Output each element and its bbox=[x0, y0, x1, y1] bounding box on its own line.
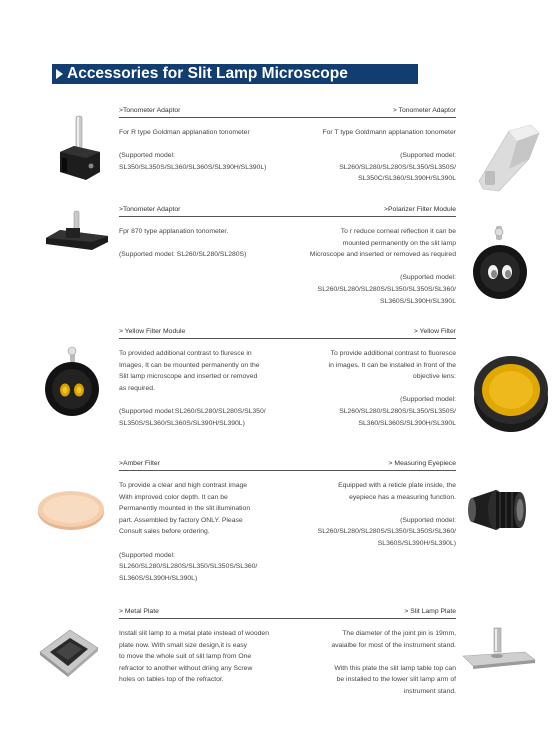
section-3-right-text bbox=[271, 348, 456, 429]
section-1-right-header: > Tonometer Adaptor bbox=[392, 107, 456, 114]
tonometer-adaptor-870-icon bbox=[44, 210, 110, 252]
text-line: SL360S/SL390H/SL390L) bbox=[377, 539, 456, 547]
page-title: Accessories for Slit Lamp Microscope bbox=[67, 65, 348, 82]
section-3-right-header: > Yellow Filter bbox=[413, 328, 456, 335]
text-line: Equipped with a reticle plate inside, the bbox=[338, 482, 456, 489]
text-line: To r reduce corneal reflection it can be bbox=[340, 228, 456, 235]
section-4-left-header: >Amber Filter bbox=[119, 460, 160, 467]
text-line: Install slit lamp to a metal plate instead of wooden bbox=[119, 630, 269, 637]
text-line: (Supported model:SL260/SL280/SL280S/SL350/ bbox=[119, 407, 266, 415]
section-3-left-header: > Yellow Filter Module bbox=[119, 328, 186, 335]
text-line: objective lens: bbox=[412, 373, 456, 381]
text-line: eyepiece has a measuring function. bbox=[349, 493, 456, 501]
text-line: (Supported model: bbox=[400, 152, 456, 160]
polarizer-filter-module-icon bbox=[470, 224, 530, 300]
yellow-filter-icon bbox=[472, 348, 550, 434]
text-line: SL260/SL280/SL280S/SL350/SL350S/SL360/ bbox=[119, 563, 258, 571]
text-line: To provide a clear and high contrast image bbox=[119, 482, 248, 489]
section-2-right-text bbox=[271, 226, 456, 307]
text-line: The diameter of the joint pin is 19mm, bbox=[342, 630, 456, 637]
section-3-left-text bbox=[119, 348, 291, 429]
tonometer-adaptor-r-icon bbox=[54, 114, 106, 186]
text-line: plate now. With small size design,it is easy bbox=[119, 641, 248, 649]
section-3-divider bbox=[119, 338, 456, 339]
text-line: SL350S/SL360/SL360S/SL390H/SL390L) bbox=[119, 419, 245, 427]
text-line: (Supported model: bbox=[400, 516, 456, 524]
section-1-left-header: >Tonometer Adaptor bbox=[119, 107, 181, 114]
section-4-divider bbox=[119, 470, 456, 471]
section-4-right-text bbox=[271, 480, 456, 550]
section-2-right-header: >Polarizer Filter Module bbox=[384, 206, 456, 213]
text-line: SL350C/SL360/SL390H/SL390L bbox=[358, 175, 456, 183]
text-line: Slit lamp microscope and inserted or removed bbox=[119, 373, 258, 381]
text-line: instrument stand. bbox=[403, 687, 456, 695]
arrow-icon bbox=[56, 69, 63, 79]
text-line: (Supported model: bbox=[400, 274, 456, 282]
text-line: refractor to another without driing any Screw bbox=[119, 664, 253, 672]
measuring-eyepiece-icon bbox=[466, 470, 528, 550]
text-line: SL360S/SL390H/SL390L bbox=[380, 297, 456, 305]
section-1-divider bbox=[119, 117, 456, 118]
metal-plate-icon bbox=[36, 622, 100, 682]
tonometer-adaptor-t-icon bbox=[469, 119, 554, 199]
section-5-left-header: > Metal Plate bbox=[119, 608, 159, 615]
slit-lamp-plate-icon bbox=[461, 626, 537, 672]
text-line: To provide additional contrast to fluoresce bbox=[330, 350, 456, 357]
text-line: Permanently mounted in the slit illumination bbox=[119, 505, 251, 513]
text-line: SL260/SL280/SL280S/SL350/SL350S/ bbox=[339, 407, 456, 415]
section-4-right-header: > Measuring Eyepiece bbox=[388, 460, 456, 467]
text-line: (Supported model: bbox=[119, 152, 175, 160]
text-line: SL360/SL360S/SL390H/SL390L bbox=[358, 419, 456, 427]
section-1-right-text bbox=[271, 127, 456, 185]
text-line: be installed to the lower slit lamp arm of bbox=[336, 676, 456, 684]
section-5-right-text bbox=[271, 628, 456, 698]
text-line: Consult sales before ordering. bbox=[119, 528, 210, 536]
text-line: (Supported model: bbox=[119, 551, 175, 559]
title-banner bbox=[52, 64, 418, 84]
section-2-divider bbox=[119, 216, 456, 217]
amber-filter-icon bbox=[36, 486, 106, 532]
text-line: For R type Goldman applanation tonometer bbox=[119, 129, 250, 136]
section-5-divider bbox=[119, 618, 456, 619]
text-line: Fpr 870 type applanation tonometer. bbox=[119, 228, 229, 235]
text-line: (Supported model: SL260/SL280/SL280S) bbox=[119, 251, 247, 259]
text-line: Microscope and inserted or removed as required bbox=[309, 251, 456, 259]
section-2-left-header: >Tonometer Adaptor bbox=[119, 206, 181, 213]
section-5-right-header: > Slit Lamp Plate bbox=[404, 608, 456, 615]
text-line: SL260/SL280/SL280S/SL350/SL350S/SL360/ bbox=[317, 285, 456, 293]
text-line: Images, It can be mounted permanently on the bbox=[119, 361, 260, 369]
section-5-left-text bbox=[119, 628, 291, 686]
text-line: SL260/SL280/SL280S/SL350/SL350S/ bbox=[339, 163, 456, 171]
text-line: in images. It can be installed in front of the bbox=[328, 361, 456, 369]
text-line: holes on tables top of the refractor. bbox=[119, 676, 224, 684]
text-line: For T type Goldmann applanation tonometer bbox=[322, 129, 456, 136]
text-line: as required. bbox=[119, 384, 155, 392]
text-line: SL350/SL350S/SL360/SL360S/SL390H/SL390L) bbox=[119, 163, 267, 171]
yellow-filter-module-icon bbox=[38, 345, 104, 419]
text-line: mounted permanently on the slit lamp bbox=[342, 239, 456, 247]
text-line: To provided additional contrast to fluresce in bbox=[119, 350, 252, 357]
text-line: avaialbe for most of the instrument stand. bbox=[331, 641, 456, 649]
text-line: to move the whole suit of slit lamp from One bbox=[119, 653, 252, 661]
text-line: (Supported model: bbox=[400, 396, 456, 404]
text-line: part. Assembled by factory ONLY. Please bbox=[119, 516, 243, 524]
text-line: SL260/SL280/SL280S/SL350/SL350S/SL360/ bbox=[317, 528, 456, 536]
text-line: SL360S/SL390H/SL390L) bbox=[119, 574, 198, 582]
text-line: With this plate the slit lamp table top can bbox=[334, 664, 456, 672]
text-line: With improved color depth. It can be bbox=[119, 493, 228, 501]
